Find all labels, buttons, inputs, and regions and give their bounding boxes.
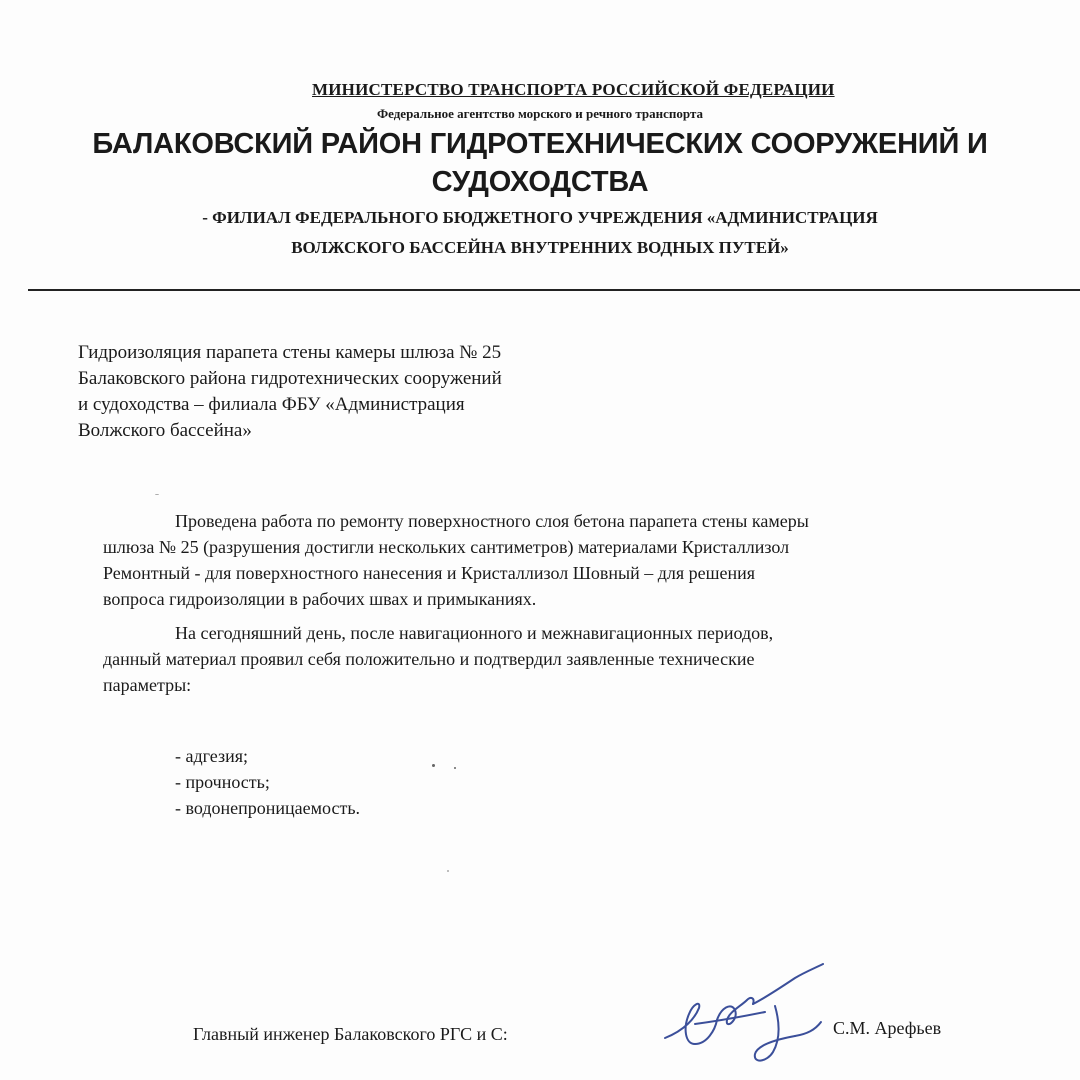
organization-title-line: СУДОХОДСТВА [431,166,649,198]
letterhead-divider [28,289,1080,291]
scan-speck [447,870,449,872]
list-item: - адгезия; [175,746,249,766]
ministry-heading: МИНИСТЕРСТВО ТРАНСПОРТА РОССИЙСКОЙ ФЕДЕРАЦИИ [312,80,835,99]
list-item: - прочность; [175,772,270,792]
list-item: - водонепроницаемость. [175,798,361,818]
subject-line: Балаковского района гидротехнических сооружений [78,368,502,389]
branch-heading-line: - ФИЛИАЛ ФЕДЕРАЛЬНОГО БЮДЖЕТНОГО УЧРЕЖДЕНИЯ «АДМИНИСТРАЦИЯ [202,208,878,227]
subject-line: Волжского бассейна» [78,420,252,441]
body-line: шлюза № 25 (разрушения достигли нескольких сантиметров) материалами Кристаллизол [103,537,790,557]
subject-line: и судоходства – филиала ФБУ «Администрация [78,394,465,415]
body-line: данный материал проявил себя положительно и подтвердил заявленные технические [103,649,755,669]
signatory-name: С.М. Арефьев [833,1018,942,1038]
organization-title [0,125,1080,201]
body-line: Проведена работа по ремонту поверхностного слоя бетона парапета стены камеры [175,511,809,531]
subject-line: Гидроизоляция парапета стены камеры шлюза № 25 [78,342,502,363]
branch-heading [0,203,1080,263]
branch-heading-line: ВОЛЖСКОГО БАССЕЙНА ВНУТРЕННИХ ВОДНЫХ ПУТЕЙ» [291,238,789,257]
body-line: параметры: [103,675,192,695]
paragraph-gap [103,612,1043,620]
scan-speck [432,764,435,767]
parameter-list [175,743,360,821]
body-line: На сегодняшний день, после навигационного и межнавигационных периодов, [175,623,774,643]
agency-subheading: Федеральное агентство морского и речного транспорта [376,106,704,121]
body-line: вопроса гидроизоляции в рабочих швах и примыканиях. [103,589,537,609]
organization-title-line: БАЛАКОВСКИЙ РАЙОН ГИДРОТЕХНИЧЕСКИХ СООРУЖЕНИЙ И [92,128,988,160]
body-line: Ремонтный - для поверхностного нанесения и Кристаллизол Шовный – для решения [103,563,756,583]
letter-body [103,508,1043,698]
signatory-title: Главный инженер Балаковского РГС и С: [193,1024,508,1044]
subject-block [78,340,502,444]
scan-speck [454,767,456,769]
handwritten-signature [655,960,855,1070]
scan-speck [155,494,159,495]
